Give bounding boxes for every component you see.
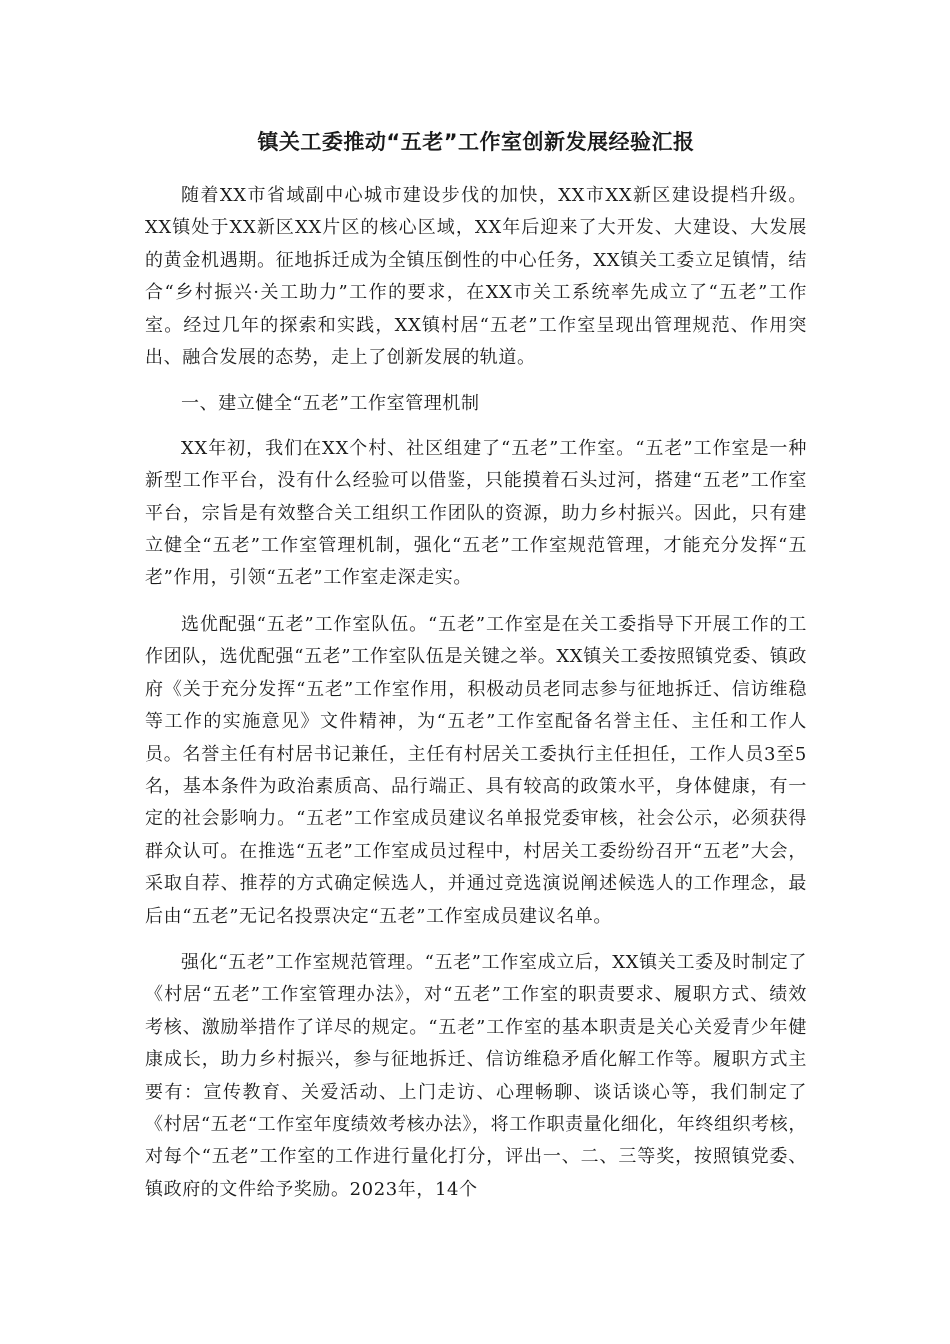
section1-paragraph-1: XX年初，我们在XX个村、社区组建了“五老”工作室。“五老”工作室是一种新型工作平台，没有什么经验可以借鉴，只能摸着石头过河，搭建“五老”工作室平台，宗旨是有效整合关工组织工作团队的资源，助力乡村振兴。因此，只有建立健全“五老”工作室管理机制，强化“五老”工作室规范管理，才能充分发挥“五老”作用，引领“五老”工作室走深走实。 (145, 437, 807, 589)
document-body (145, 124, 807, 1220)
intro-paragraph: 随着XX市省域副中心城市建设步伐的加快，XX市XX新区建设提档升级。XX镇处于XX新区XX片区的核心区域，XX年后迎来了大开发、大建设、大发展的黄金机遇期。征地拆迁成为全镇压倒性的中心任务，XX镇关工委立足镇情，结合“乡村振兴·关工助力”工作的要求，在XX市关工系统率先成立了“五老”工作室。经过几年的探索和实践，XX镇村居“五老”工作室呈现出管理规范、作用突出、融合发展的态势，走上了创新发展的轨道。 (145, 185, 807, 369)
section-heading-1: 一、建立健全“五老”工作室管理机制 (181, 393, 480, 415)
section1-paragraph-2: 选优配强“五老”工作室队伍。“五老”工作室是在关工委指导下开展工作的工作团队，选优配强“五老”工作室队伍是关键之举。XX镇关工委按照镇党委、镇政府《关于充分发挥“五老”工作室作用，积极动员老同志参与征地拆迁、信访维稳等工作的实施意见》文件精神，为“五老”工作室配备名誉主任、主任和工作人员。名誉主任有村居书记兼任，主任有村居关工委执行主任担任，工作人员3至5名，基本条件为政治素质高、品行端正、具有较高的政策水平，身体健康，有一定的社会影响力。“五老”工作室成员建议名单报党委审核，社会公示，必须获得群众认可。在推选“五老”工作室成员过程中，村居关工委纷纷召开“五老”大会，采取自荐、推荐的方式确定候选人，并通过竞选演说阐述候选人的工作理念，最后由“五老”无记名投票决定“五老”工作室成员建议名单。 (145, 613, 807, 927)
section1-paragraph-3: 强化“五老”工作室规范管理。“五老”工作室成立后，XX镇关工委及时制定了《村居“五老”工作室管理办法》，对“五老”工作室的职责要求、履职方式、绩效考核、激励举措作了详尽的规定。“五老”工作室的基本职责是关心关爱青少年健康成长，助力乡村振兴，参与征地拆迁、信访维稳矛盾化解工作等。履职方式主要有：宣传教育、关爱活动、上门走访、心理畅聊、谈话谈心等，我们制定了《村居“五老“工作室年度绩效考核办法》，将工作职责量化细化，年终组织考核，对每个“五老”工作室的工作进行量化打分，评出一、二、三等奖，按照镇党委、镇政府的文件给予奖励。2023年，14个 (145, 951, 807, 1200)
document-title: 镇关工委推动“五老”工作室创新发展经验汇报 (257, 130, 695, 154)
